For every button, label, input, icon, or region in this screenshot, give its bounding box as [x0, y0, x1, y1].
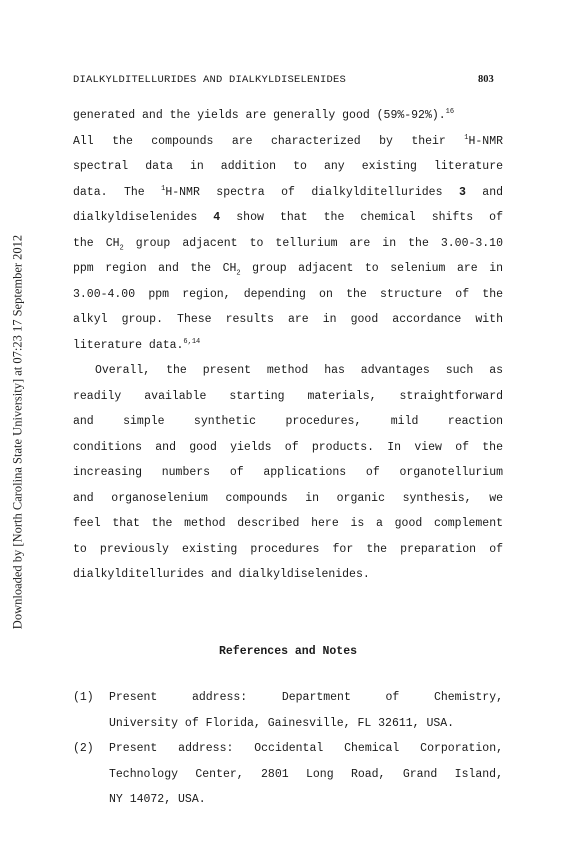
text-run: to previously existing procedures for the preparation of: [73, 542, 503, 556]
text-run: spectral data in addition to any existing literature: [73, 160, 503, 173]
text-run: the CH: [73, 236, 120, 250]
text-run: H-NMR spectra of dialkylditellurides: [165, 185, 459, 199]
superscript: 1: [464, 133, 469, 142]
text-run: feel that the method described here is a good complement: [73, 517, 503, 530]
text-line: [73, 435, 503, 461]
running-head: DIALKYLDITELLURIDES AND DIALKYLDISELENIDES: [73, 74, 347, 86]
text-run: group adjacent to selenium are in: [240, 262, 503, 275]
text-line: [73, 486, 503, 512]
text-line: [73, 103, 503, 129]
text-line: [73, 460, 503, 486]
text-line: [73, 537, 503, 563]
subscript: 2: [236, 269, 241, 278]
superscript: 1: [161, 184, 166, 193]
compound-number: 4: [213, 211, 221, 224]
text-run: data. The: [73, 185, 162, 199]
text-run: Overall, the present method has advantages such as: [95, 364, 503, 377]
text-run: 3.00-4.00 ppm region, depending on the structure of the: [73, 287, 503, 301]
text-line: [73, 562, 503, 588]
text-run: and: [465, 185, 504, 199]
text-run: alkyl group. These results are in good accordance with: [73, 313, 503, 326]
text-run: and organoselenium compounds in organic synthesis, we: [73, 491, 503, 505]
page-number: 803: [478, 74, 494, 85]
text-run: increasing numbers of applications of organotellurium: [73, 466, 503, 479]
reference-line: Technology Center, 2801 Long Road, Grand Island,: [109, 767, 503, 781]
reference-number: (2): [73, 742, 94, 755]
text-run: conditions and good yields of products. In view of the: [73, 440, 503, 454]
text-line: [73, 511, 503, 537]
text-line: [73, 307, 503, 333]
text-run: All the compounds are characterized by their: [73, 134, 465, 148]
references-heading: References and Notes: [218, 645, 358, 658]
superscript: 6,14: [183, 337, 201, 346]
reference-line: University of Florida, Gainesville, FL 32611, USA.: [109, 716, 455, 730]
superscript: 16: [445, 108, 455, 117]
text-run: dialkyldiselenides: [73, 211, 214, 224]
paragraph-1: [73, 103, 503, 358]
text-run: dialkylditellurides and dialkyldiselenides.: [73, 568, 370, 581]
text-line: [73, 358, 503, 384]
text-line: [73, 256, 503, 282]
text-line: [73, 409, 503, 435]
text-line: [73, 205, 503, 231]
text-line: [73, 154, 503, 180]
text-run: ppm region and the CH: [73, 262, 237, 275]
reference-line: Present address: Occidental Chemical Corporation,: [109, 742, 503, 755]
subscript: 2: [119, 243, 124, 252]
text-line: [73, 231, 503, 257]
text-line: [73, 333, 503, 359]
text-run: group adjacent to tellurium are in the 3.00-3.10: [123, 236, 503, 250]
text-line: [73, 129, 503, 155]
text-run: and simple synthetic procedures, mild reaction: [73, 415, 503, 428]
reference-line: Present address: Department of Chemistry,: [109, 691, 503, 704]
text-run: generated and the yields are generally good (59%-92%).: [73, 109, 446, 122]
paragraph-2: [73, 358, 503, 588]
reference-line: NY 14072, USA.: [109, 793, 206, 806]
text-line: [73, 180, 503, 206]
download-watermark: [0, 0, 36, 864]
text-run: H-NMR: [468, 134, 503, 148]
text-line: [73, 282, 503, 308]
download-watermark-text: Downloaded by [North Carolina State University] at 07:23 17 September 2012: [10, 234, 25, 630]
compound-number: 3: [458, 185, 466, 199]
text-run: readily available starting materials, straightforward: [73, 389, 503, 403]
text-run: show that the chemical shifts of: [220, 211, 503, 224]
text-line: [73, 384, 503, 410]
reference-number: (1): [73, 691, 94, 704]
text-run: literature data.: [73, 338, 184, 352]
